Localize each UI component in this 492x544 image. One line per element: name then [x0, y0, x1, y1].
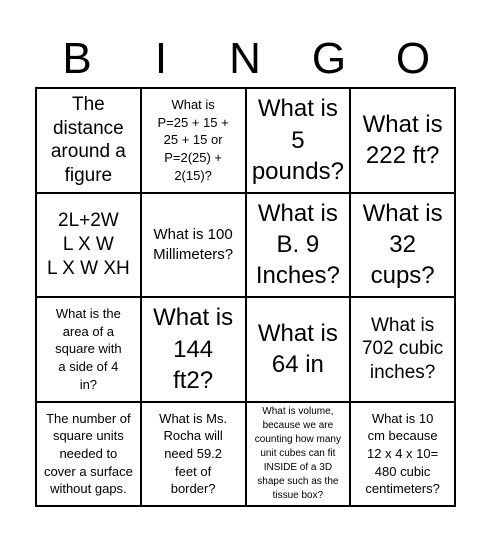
cell-text: What is P=25 + 15 + 25 + 15 or P=2(25) + 2(15)? — [157, 97, 229, 183]
cell-text: What is 222 ft? — [362, 111, 443, 170]
cell-text: What is 702 cubic inches? — [361, 314, 444, 384]
bingo-cell[interactable] — [142, 403, 247, 508]
cell-text: What is 32 cups? — [362, 199, 443, 290]
bingo-header — [35, 30, 455, 88]
bingo-cell[interactable] — [351, 194, 456, 299]
bingo-cell[interactable] — [142, 89, 247, 194]
bingo-cell[interactable] — [351, 403, 456, 508]
bingo-cell[interactable] — [37, 403, 142, 508]
bingo-cell[interactable] — [351, 89, 456, 194]
cell-text: What is 10 cm because 12 x 4 x 10= 480 cubic centimeters? — [365, 410, 440, 497]
bingo-cell[interactable] — [247, 298, 352, 403]
bingo-cell[interactable] — [247, 403, 352, 508]
cell-text: What is 100 Millimeters? — [153, 226, 234, 263]
cell-text: The number of square units needed to cover a surface without gaps. — [43, 410, 133, 497]
header-letter-b: B — [62, 34, 92, 83]
bingo-cell[interactable] — [37, 89, 142, 194]
bingo-cell[interactable] — [247, 89, 352, 194]
bingo-cell[interactable] — [142, 194, 247, 299]
cell-text: The distance around a figure — [50, 93, 126, 186]
cell-text: What is Ms. Rocha will need 59.2 feet of border? — [159, 410, 228, 497]
header-letter-i: I — [154, 34, 168, 83]
bingo-cell[interactable] — [351, 298, 456, 403]
cell-text: What is volume, because we are counting how many unit cubes can fit INSIDE of a 3D shape such as the tissue box? — [254, 405, 341, 501]
cell-text: What is 144 ft2? — [153, 304, 234, 394]
cell-text: What is 64 in — [257, 320, 338, 379]
cell-text: What is B. 9 Inches? — [255, 199, 340, 290]
header-letter-o: O — [395, 34, 431, 83]
cell-text: What is 5 pounds? — [251, 95, 344, 185]
cell-text: 2L+2W L X W L X W XH — [47, 210, 130, 279]
bingo-board — [35, 87, 456, 507]
bingo-cell[interactable] — [37, 194, 142, 299]
bingo-cell[interactable] — [247, 194, 352, 299]
bingo-cell[interactable] — [37, 298, 142, 403]
bingo-cell[interactable] — [142, 298, 247, 403]
header-letter-g: G — [311, 34, 347, 83]
header-letter-n: N — [229, 34, 261, 83]
cell-text: What is the area of a square with a side of 4 in? — [55, 306, 122, 392]
